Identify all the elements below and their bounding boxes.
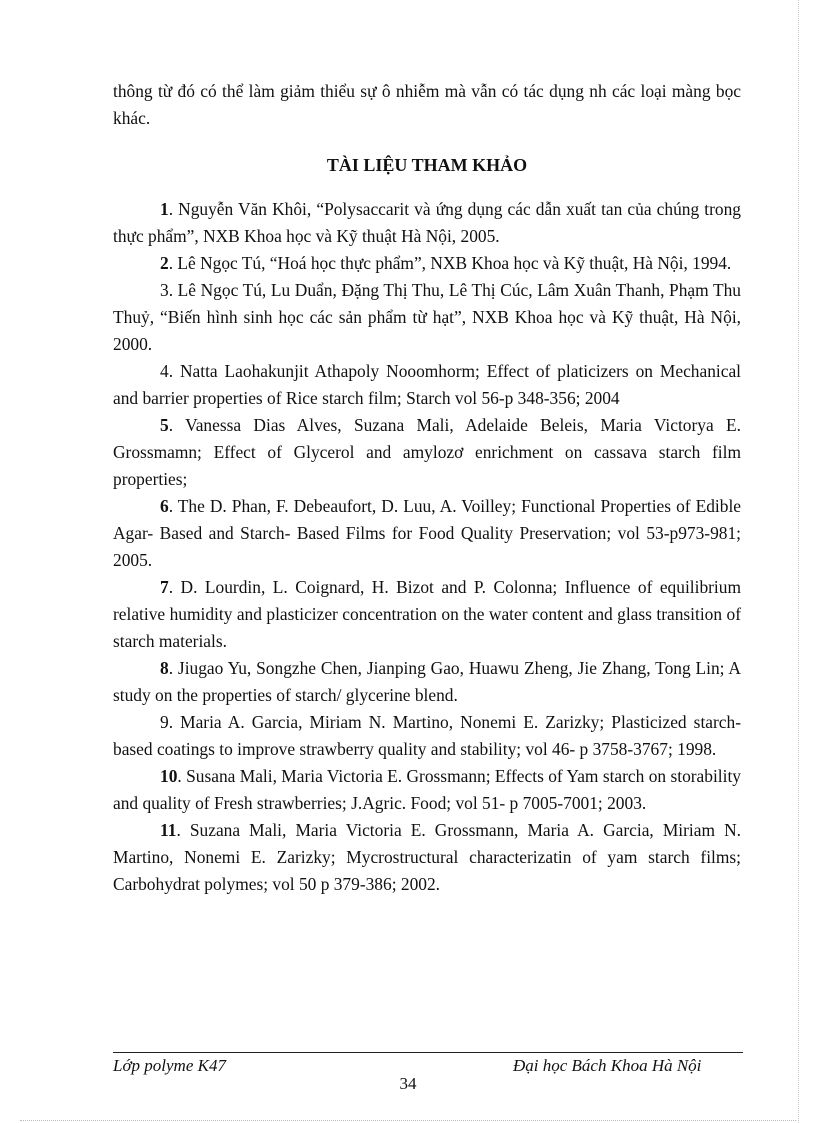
reference-number: 4 <box>160 361 169 381</box>
intro-paragraph: thông từ đó có thể làm giảm thiểu sự ô nhiễm mà vẫn có tác dụng nh các loại màng bọc khác. <box>113 81 741 128</box>
reference-item <box>113 493 741 574</box>
reference-number: 7 <box>160 577 169 597</box>
footer-university: Đại học Bách Khoa Hà Nội <box>513 1056 702 1075</box>
page-right-border <box>798 0 799 1123</box>
reference-number: 9 <box>160 712 169 732</box>
reference-number: 3 <box>160 280 169 300</box>
reference-number: 10 <box>160 766 178 786</box>
reference-number: 1 <box>160 199 169 219</box>
references-heading: TÀI LIỆU THAM KHẢO <box>326 155 528 175</box>
reference-text: . Jiugao Yu, Songzhe Chen, Jianping Gao, Huawu Zheng, Jie Zhang, Tong Lin; A study on the properties of starch/ glycerine blend. <box>113 658 741 705</box>
reference-list <box>113 196 741 898</box>
reference-item <box>113 277 741 358</box>
reference-text: . Lê Ngọc Tú, “Hoá học thực phẩm”, NXB Khoa học và Kỹ thuật, Hà Nội, 1994. <box>168 253 732 273</box>
reference-number: 8 <box>160 658 169 678</box>
page-bottom-border <box>20 1120 796 1121</box>
reference-item <box>113 655 741 709</box>
reference-item <box>113 412 741 493</box>
footer-class-name: Lớp polyme K47 <box>113 1056 226 1075</box>
reference-item <box>113 574 741 655</box>
footer-divider <box>113 1052 743 1053</box>
page-number: 34 <box>399 1074 417 1093</box>
reference-text: . Vanessa Dias Alves, Suzana Mali, Adelaide Beleis, Maria Victorya E. Grossmamn; Effect of Glycerol and amylozơ enrichment on cassava starch film properties; <box>113 415 741 489</box>
reference-text: . Nguyễn Văn Khôi, “Polysaccarit và ứng dụng các dẫn xuất tan của chúng trong thực phẩm”, NXB Khoa học và Kỹ thuật Hà Nội, 2005. <box>113 199 741 246</box>
reference-item <box>113 763 741 817</box>
reference-text: . Suzana Mali, Maria Victoria E. Grossmann, Maria A. Garcia, Miriam N. Martino, Nonemi E. Zarizky; Mycrostructural characterizatin of yam starch films; Carbohydrat polymes; vol 50 p 379-386; 2002. <box>113 820 741 894</box>
reference-text: . The D. Phan, F. Debeaufort, D. Luu, A. Voilley; Functional Properties of Edible Agar- Based and Starch- Based Films for Food Quality Preservation; vol 53-p973-981; 2005. <box>113 496 741 570</box>
reference-number: 11 <box>160 820 177 840</box>
reference-item <box>113 250 741 277</box>
reference-item <box>113 817 741 898</box>
reference-item <box>113 196 741 250</box>
reference-text: . Lê Ngọc Tú, Lu Duẩn, Đặng Thị Thu, Lê Thị Cúc, Lâm Xuân Thanh, Phạm Thu Thuỷ, “Biến hình sinh học các sản phẩm từ hạt”, NXB Khoa học và Kỹ thuật, Hà Nội, 2000. <box>113 280 741 354</box>
reference-text: . Susana Mali, Maria Victoria E. Grossmann; Effects of Yam starch on storability and quality of Fresh strawberries; J.Agric. Food; vol 51- p 7005-7001; 2003. <box>113 766 741 813</box>
reference-text: . Natta Laohakunjit Athapoly Nooomhorm; Effect of platicizers on Mechanical and barrier properties of Rice starch film; Starch vol 56-p 348-356; 2004 <box>113 361 741 408</box>
reference-text: . Maria A. Garcia, Miriam N. Martino, Nonemi E. Zarizky; Plasticized starch- based coatings to improve strawberry quality and stability; vol 46- p 3758-3767; 1998. <box>113 712 741 759</box>
reference-item <box>113 709 741 763</box>
reference-item <box>113 358 741 412</box>
reference-text: . D. Lourdin, L. Coignard, H. Bizot and P. Colonna; Influence of equilibrium relative humidity and plasticizer concentration on the water content and glass transition of starch materials. <box>113 577 741 651</box>
reference-number: 6 <box>160 496 169 516</box>
reference-number: 2 <box>160 253 169 273</box>
reference-number: 5 <box>160 415 169 435</box>
